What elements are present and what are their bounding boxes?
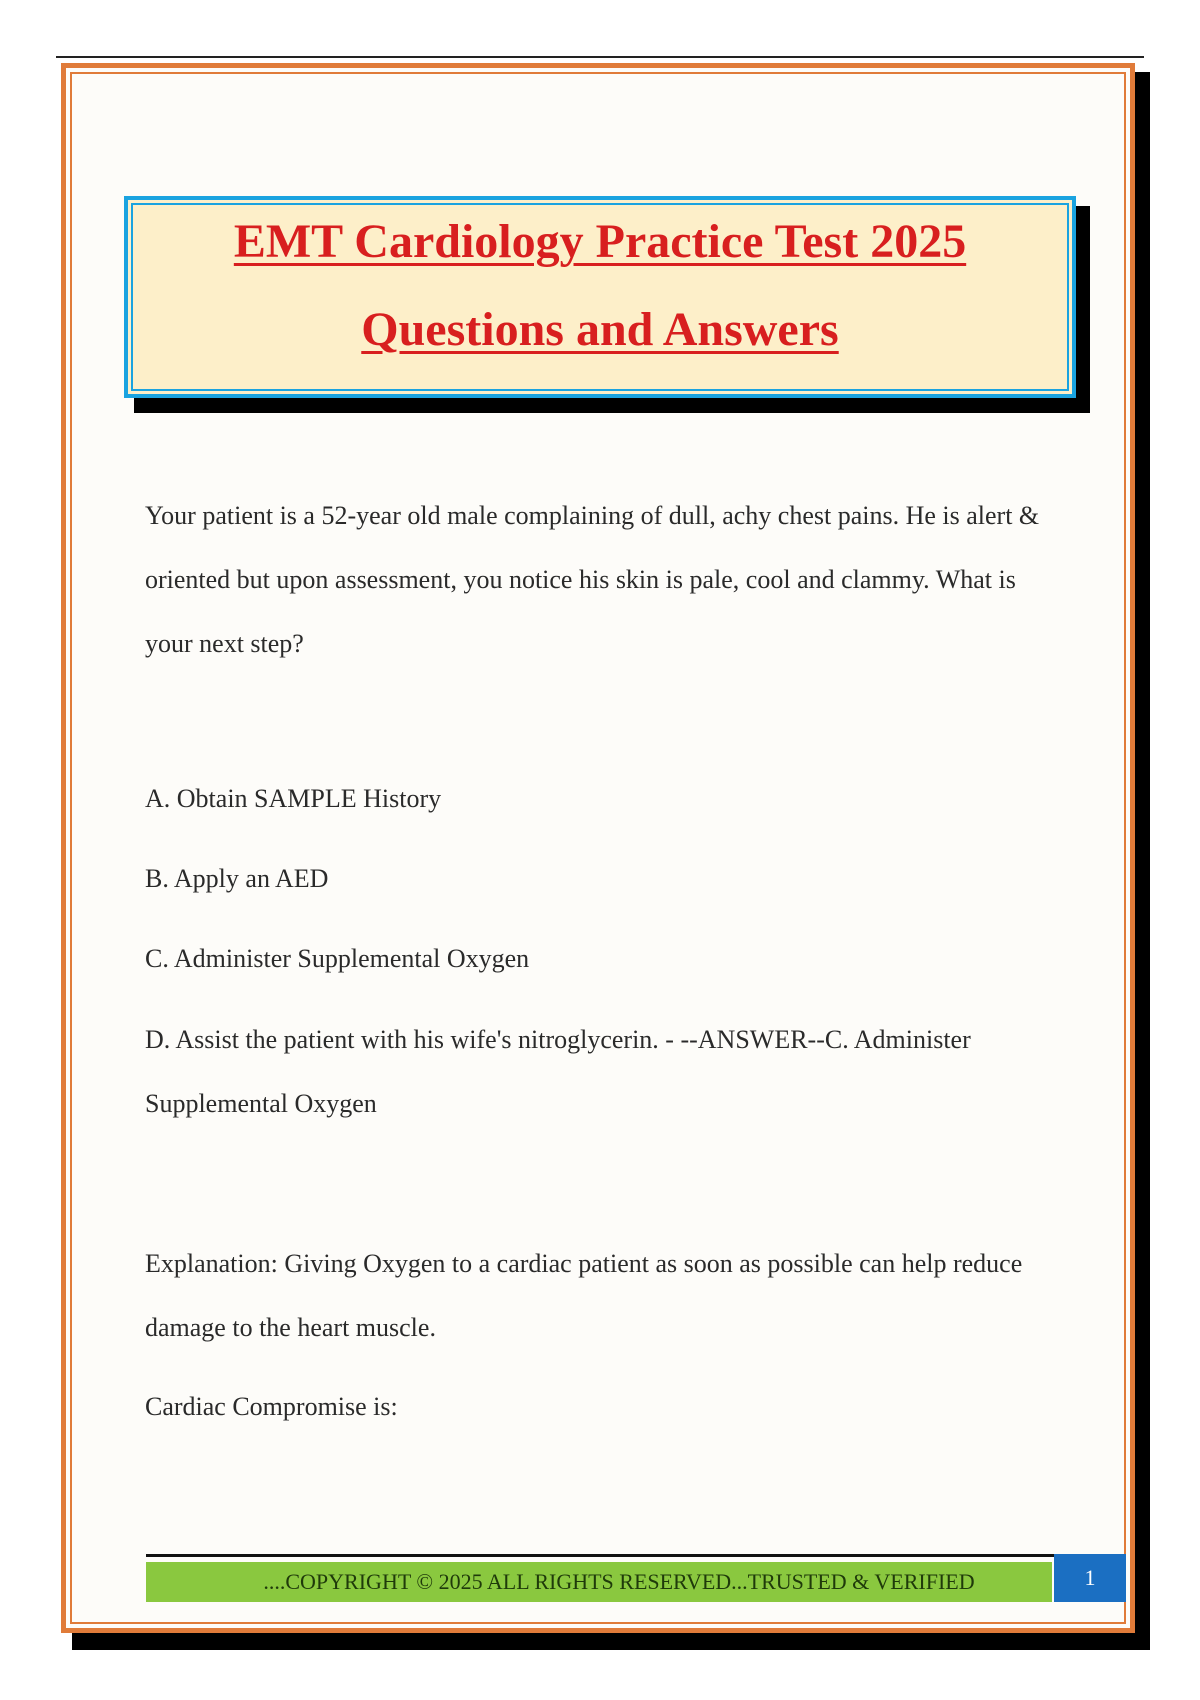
question-text: Your patient is a 52-year old male complaining of dull, achy chest pains. He is alert & oriented but upon assessment, you notice his skin is pale, cool and clammy. What is your next step?: [145, 501, 1040, 658]
page-number: 1: [1054, 1554, 1126, 1602]
title-line-2: Questions and Answers: [361, 303, 839, 356]
footer-rule: [146, 1554, 1054, 1557]
title-box: [124, 196, 1076, 398]
title-line-1: EMT Cardiology Practice Test 2025: [233, 215, 967, 268]
top-rule: [56, 56, 1144, 58]
explanation-text: Explanation: Giving Oxygen to a cardiac patient as soon as possible can help reduce damage to the heart muscle.: [145, 1249, 1023, 1342]
option-a: A. Obtain SAMPLE History: [145, 784, 442, 813]
option-c: C. Administer Supplemental Oxygen: [145, 944, 530, 973]
option-d-answer: D. Assist the patient with his wife's nitroglycerin. - --ANSWER--C. Administer Supplemental Oxygen: [145, 1025, 971, 1118]
next-question-heading: Cardiac Compromise is:: [145, 1392, 398, 1421]
copyright-footer: ....COPYRIGHT © 2025 ALL RIGHTS RESERVED...TRUSTED & VERIFIED: [146, 1562, 1052, 1602]
option-b: B. Apply an AED: [145, 864, 329, 893]
